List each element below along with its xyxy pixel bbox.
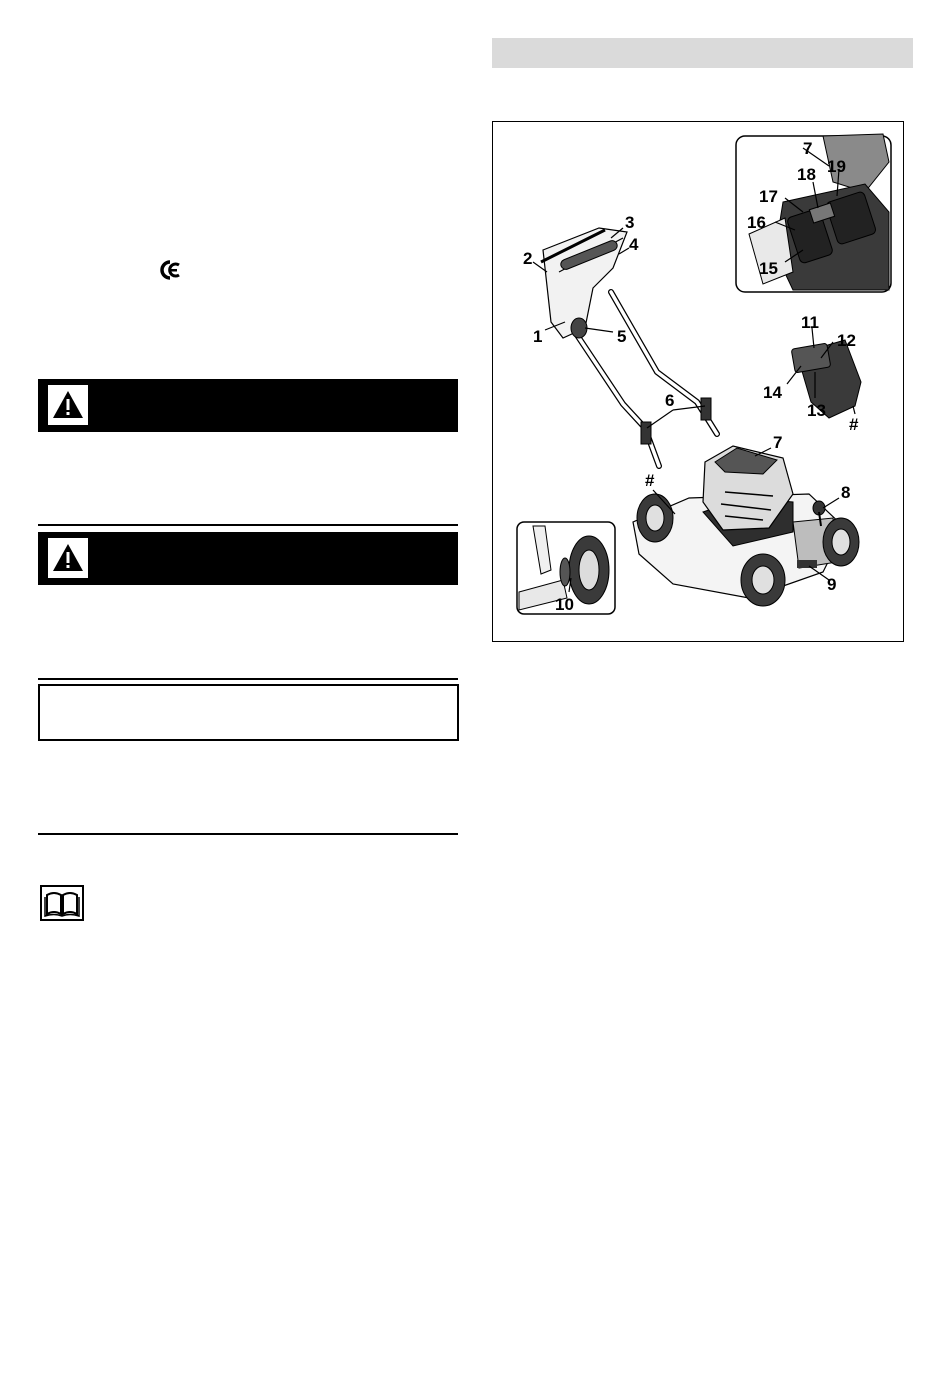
callout-4: 4 xyxy=(629,235,639,254)
warning-triangle-icon xyxy=(48,538,88,578)
callout-5: 5 xyxy=(617,327,627,346)
warning-banner xyxy=(38,379,458,432)
callout-3: 3 xyxy=(625,213,635,232)
open-book-icon xyxy=(40,885,84,921)
section-divider xyxy=(38,833,458,835)
callout-6: 6 xyxy=(665,391,675,410)
callout-14: 14 xyxy=(763,383,782,402)
lawnmower-parts-figure xyxy=(492,121,904,642)
callout-13: 13 xyxy=(807,401,826,420)
callout-19: 19 xyxy=(827,157,846,176)
callout-7-inset: 7 xyxy=(803,139,813,158)
callout-17: 17 xyxy=(759,187,778,206)
section-heading-bar xyxy=(492,38,913,68)
ce-mark-icon xyxy=(160,260,182,280)
callout-hash-mower: # xyxy=(645,471,655,490)
callout-2: 2 xyxy=(523,249,533,268)
callout-7-main: 7 xyxy=(773,433,783,452)
callout-12: 12 xyxy=(837,331,856,350)
callout-18: 18 xyxy=(797,165,816,184)
callout-8: 8 xyxy=(841,483,851,502)
callout-9: 9 xyxy=(827,575,837,594)
callout-hash-battery: # xyxy=(849,415,859,434)
warning-triangle-icon xyxy=(48,385,88,425)
callout-16: 16 xyxy=(747,213,766,232)
notice-box xyxy=(38,684,459,741)
section-divider xyxy=(38,678,458,680)
section-divider xyxy=(38,524,458,526)
warning-banner xyxy=(38,532,458,585)
callout-11: 11 xyxy=(801,313,819,332)
callout-10: 10 xyxy=(555,595,574,614)
callout-15: 15 xyxy=(759,259,778,278)
callout-1: 1 xyxy=(533,327,543,346)
